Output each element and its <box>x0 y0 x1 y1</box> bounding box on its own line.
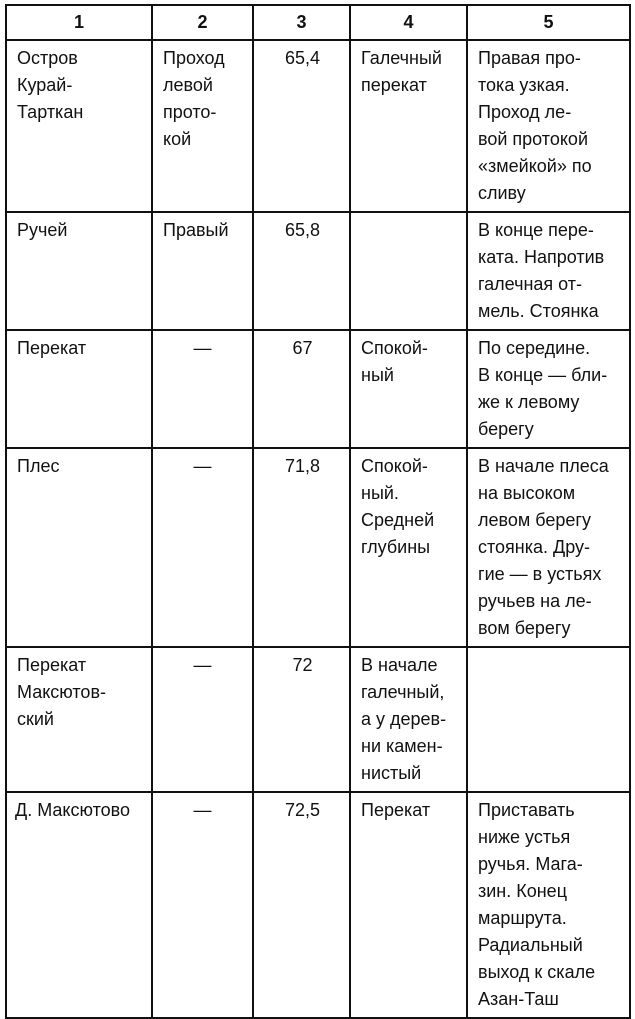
table-row <box>6 330 630 448</box>
table-row <box>6 212 630 330</box>
cell-character: Перекат <box>350 792 467 1018</box>
cell-notes: В конце пере- ката. Напротив галечная от- мель. Стоянка <box>467 212 630 330</box>
cell-character: Спокой- ный. Средней глубины <box>350 448 467 647</box>
cell-notes: Приставать ниже устья ручья. Мага- зин. Конец маршрута. Радиальный выход к скале Азан-Таш <box>467 792 630 1018</box>
table-row <box>6 647 630 792</box>
table-row <box>6 792 630 1018</box>
cell-side: Проход левой прото- кой <box>152 40 253 212</box>
cell-character: Галечный перекат <box>350 40 467 212</box>
header-col-4: 4 <box>350 5 467 40</box>
table-row <box>6 40 630 212</box>
cell-side: — <box>152 448 253 647</box>
header-row <box>6 5 630 40</box>
cell-km: 65,8 <box>253 212 350 330</box>
cell-landmark: Перекат Максютов- ский <box>6 647 152 792</box>
cell-km: 67 <box>253 330 350 448</box>
table-row <box>6 448 630 647</box>
cell-km: 72,5 <box>253 792 350 1018</box>
cell-landmark: Ручей <box>6 212 152 330</box>
cell-side: — <box>152 647 253 792</box>
cell-side: — <box>152 792 253 1018</box>
header-col-3: 3 <box>253 5 350 40</box>
table-header <box>6 5 630 40</box>
cell-landmark: Остров Курай- Тарткан <box>6 40 152 212</box>
header-col-5: 5 <box>467 5 630 40</box>
cell-km: 72 <box>253 647 350 792</box>
cell-character: Спокой- ный <box>350 330 467 448</box>
cell-notes: По середине. В конце — бли- же к левому берегу <box>467 330 630 448</box>
header-col-2: 2 <box>152 5 253 40</box>
cell-notes: Правая про- тока узкая. Проход ле- вой протокой «змейкой» по сливу <box>467 40 630 212</box>
cell-landmark: Плес <box>6 448 152 647</box>
cell-character: В начале галечный, а у дерев- ни камен- нистый <box>350 647 467 792</box>
cell-km: 71,8 <box>253 448 350 647</box>
cell-km: 65,4 <box>253 40 350 212</box>
cell-notes: В начале плеса на высоком левом берегу стоянка. Дру- гие — в устьях ручьев на ле- вом берегу <box>467 448 630 647</box>
cell-side: Правый <box>152 212 253 330</box>
route-table <box>5 4 631 1019</box>
cell-landmark: Перекат <box>6 330 152 448</box>
cell-notes <box>467 647 630 792</box>
cell-side: — <box>152 330 253 448</box>
cell-character <box>350 212 467 330</box>
header-col-1: 1 <box>6 5 152 40</box>
table-body <box>6 40 630 1018</box>
cell-landmark: Д. Максютово <box>6 792 152 1018</box>
